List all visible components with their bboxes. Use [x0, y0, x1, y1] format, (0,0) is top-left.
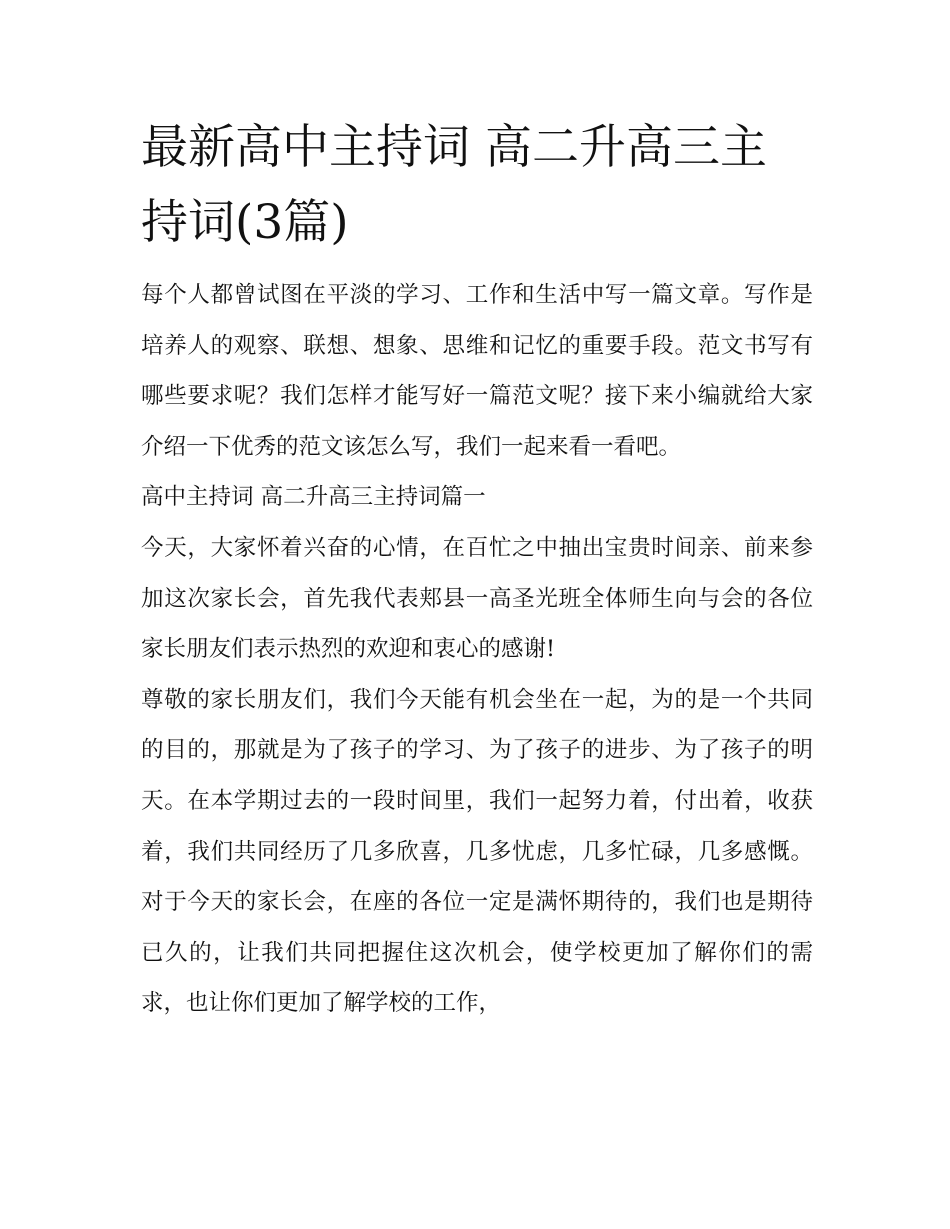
document-body: [141, 270, 813, 1029]
intro-paragraph: 每个人都曾试图在平淡的学习、工作和生活中写一篇文章。写作是培养人的观察、联想、想象、思维和记忆的重要手段。范文书写有哪些要求呢？我们怎样才能写好一篇范文呢？接下来小编就给大家介绍一下优秀的范文该怎么写，我们一起来看一看吧。: [141, 282, 813, 460]
document-title: 最新高中主持词 高二升高三主持词(3篇): [141, 120, 767, 250]
document-page: [141, 110, 813, 1029]
body-paragraph: 尊敬的家长朋友们，我们今天能有机会坐在一起，为的是一个共同的目的，那就是为了孩子的学习、为了孩子的进步、为了孩子的明天。在本学期过去的一段时间里，我们一起努力着，付出着，收获着，我们共同经历了几多欣喜，几多忧虑，几多忙碌，几多感慨。对于今天的家长会，在座的各位一定是满怀期待的，我们也是期待已久的，让我们共同把握住这次机会，使学校更加了解你们的需求，也让你们更加了解学校的工作，: [141, 686, 813, 1017]
body-paragraph: 今天，大家怀着兴奋的心情，在百忙之中抽出宝贵时间亲、前来参加这次家长会，首先我代表郏县一高圣光班全体师生向与会的各位家长朋友们表示热烈的欢迎和衷心的感谢!: [141, 534, 813, 663]
section-heading: 高中主持词 高二升高三主持词篇一: [141, 484, 486, 511]
